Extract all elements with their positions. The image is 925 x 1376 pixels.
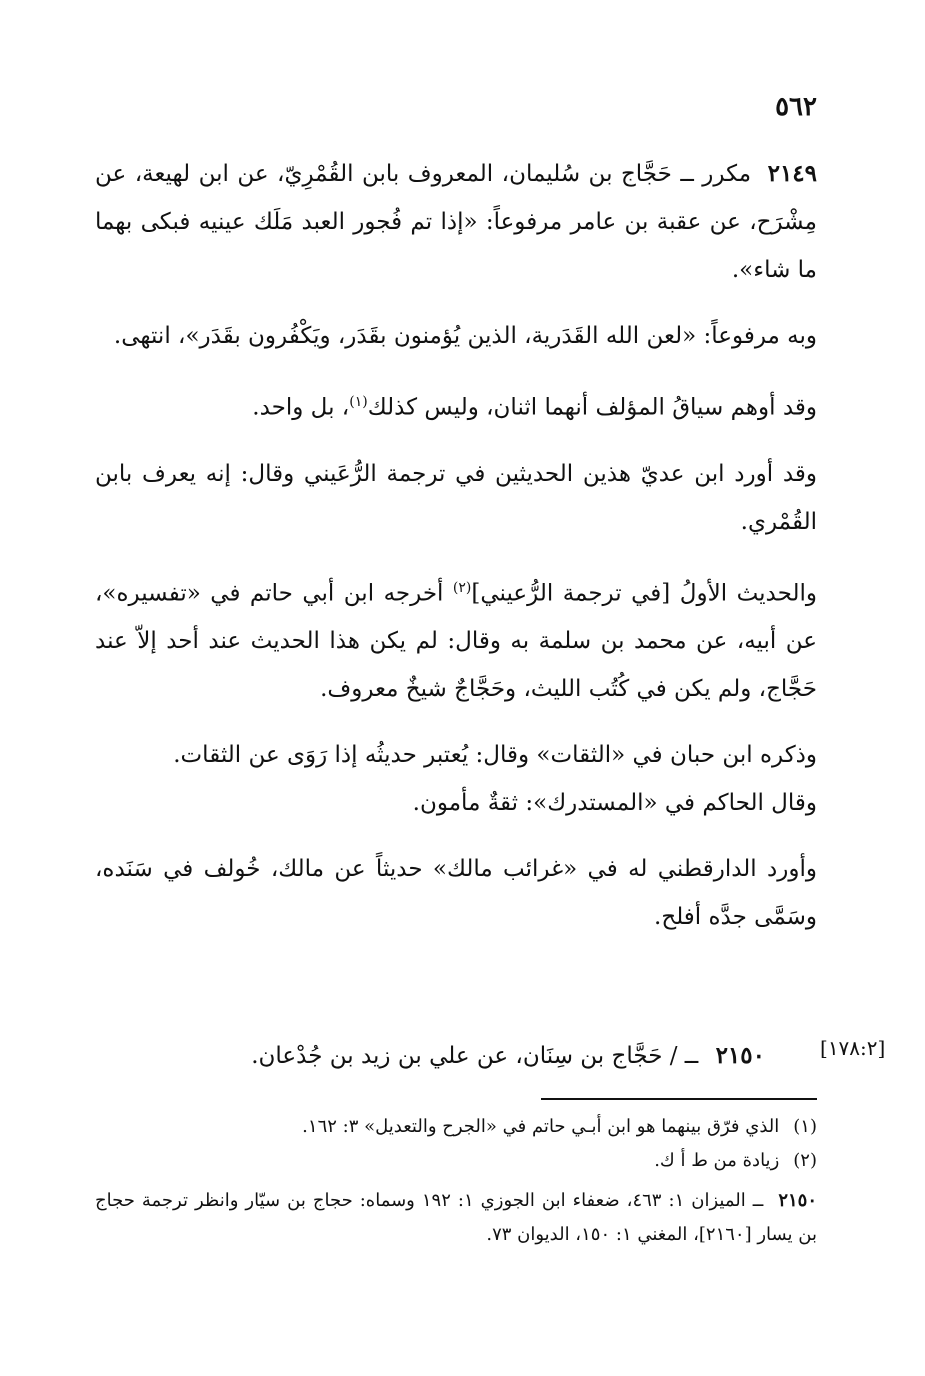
paragraph-8: وأورد الدارقطني له في «غرائب مالك» حديثاً عن مالك، خُولف في سَنَده، وسَمَّى جدَّه أفلح. — [95, 856, 817, 931]
footnote-ref-1[interactable]: (١) — [349, 394, 368, 410]
paragraph-3-text-a: وقد أوهم سياقُ المؤلف أنهما اثنان، وليس كذلك — [367, 394, 817, 421]
footnote-ref-2[interactable]: (٢) — [452, 579, 472, 596]
entry-2150-line — [251, 1034, 765, 1078]
paragraph-2: وبه مرفوعاً: «لعن الله القَدَرية، الذين يُؤمنون بقَدَر، ويَكْفُرون بقَدَر»، انتهى. — [113, 323, 817, 349]
paragraph-5-text-b: أخرجه ابن أبي حاتم في «تفسيره»، عن أبيه، عن محمد بن سلمة به وقال: لم يكن هذا الحديث عند أحد إلاّ عند حَجَّاج، ولم يكن في كُتُب الليث، وحَجَّاجٌ شيخٌ معروف. — [95, 580, 817, 703]
entry-2150-text: ــ / حَجَّاج بن سِنَان، عن علي بن زيد بن جُدْعان. — [251, 1043, 699, 1069]
paragraph-5 — [95, 564, 817, 714]
paragraph-6: وذكره ابن حبان في «الثقات» وقال: يُعتبر حديثُه إذا رَوَى عن الثقات. — [173, 742, 817, 769]
paragraph-3-text-b: ، بل واحد. — [252, 394, 350, 421]
footnote-2-text: زيادة من ط أ ك. — [654, 1150, 780, 1171]
main-text — [95, 150, 817, 959]
footnote-1 — [95, 1110, 817, 1144]
paragraph-3 — [95, 378, 817, 432]
paragraph-4: وقد أورد ابن عديّ هذين الحديثين في ترجمة الرُّعَيني وقال: إنه يعرف بابن القُمْري. — [95, 460, 817, 535]
entry-number-2150: ٢١٥٠ — [715, 1042, 765, 1069]
margin-reference: [١٧٨:٢] — [820, 1036, 886, 1060]
reference-note-number: ٢١٥٠ — [778, 1190, 817, 1211]
footnote-2 — [95, 1144, 817, 1178]
entry-number-2149: ٢١٤٩ — [767, 160, 818, 187]
paragraph-7: وقال الحاكم في «المستدرك»: ثقةٌ مأمون. — [412, 790, 817, 817]
footnote-divider — [541, 1098, 817, 1100]
footnote-1-mark: (١) — [793, 1116, 817, 1137]
paragraph-5-text-a: والحديث الأولُ [في ترجمة الرُّعيني] — [471, 580, 817, 607]
footnotes-section — [95, 1110, 817, 1252]
footnote-2-mark: (٢) — [793, 1150, 817, 1171]
reference-note-2150 — [95, 1184, 817, 1252]
entry-2149-text: مكرر ــ حَجَّاج بن سُليمان، المعروف بابن القُمْرِيّ، عن ابن لهيعة، عن مِشْرَح، عن عقبة بن عامر مرفوعاً: «إذا تم فُجور العبد مَلَك عينيه فبكى بهما ما شاء». — [95, 161, 817, 283]
page-number: ٥٦٢ — [775, 92, 817, 122]
reference-note-text: ــ الميزان ١: ٤٦٣، ضعفاء ابن الجوزي ١: ١٩٢ وسماه: حجاج بن سيّار وانظر ترجمة حجاج بن يسار [٢١٦٠]، المغني ١: ١٥٠، الديوان ٧٣. — [95, 1190, 817, 1245]
footnote-1-text: الذي فرّق بينهما هو ابن أبـي حاتم في «الجرح والتعديل» ٣: ١٦٢. — [302, 1116, 780, 1137]
entry-2149-paragraph — [95, 150, 817, 294]
